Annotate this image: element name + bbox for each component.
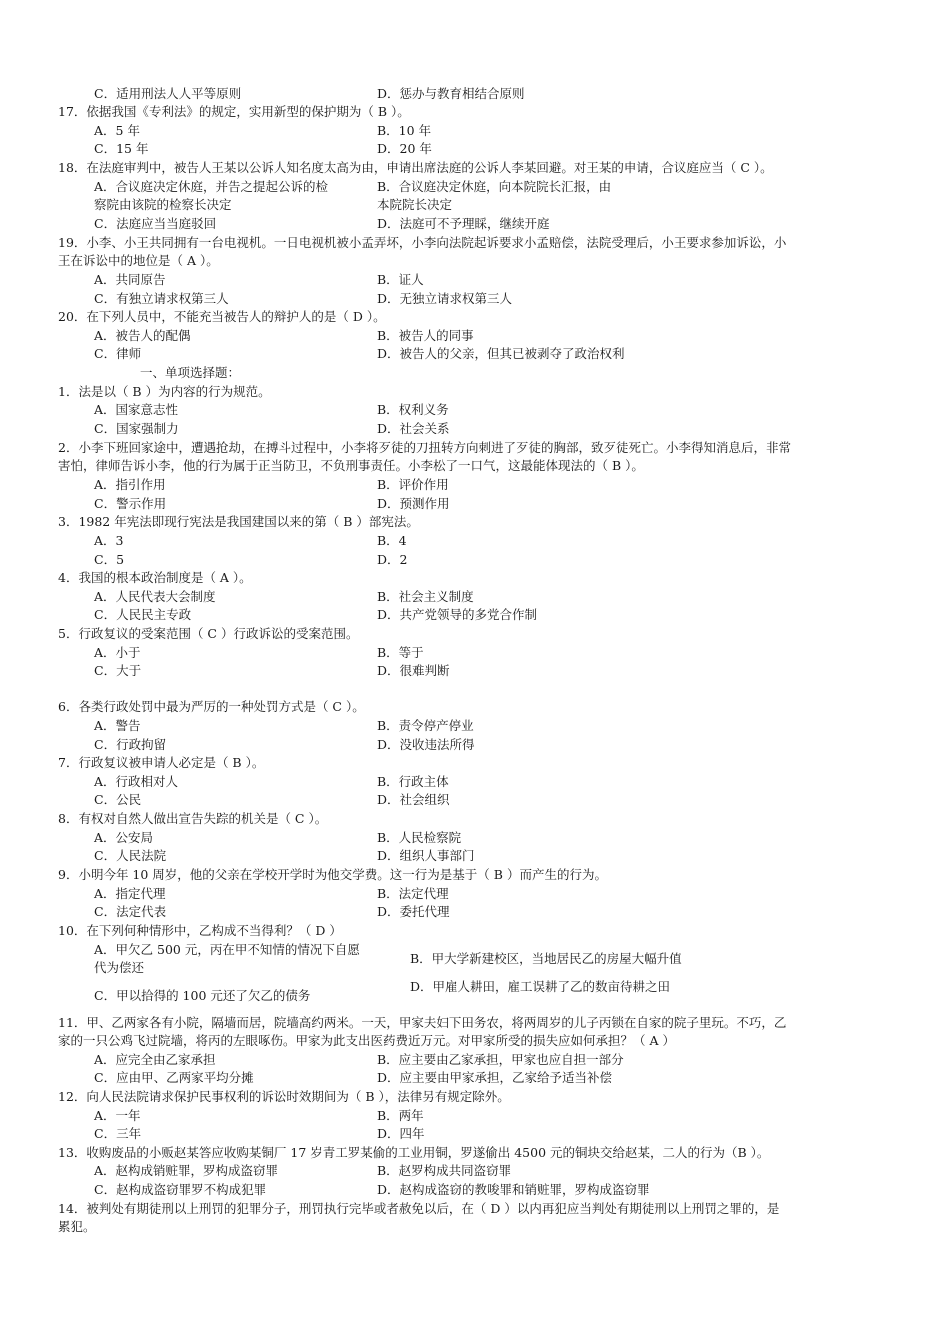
s11-stem-line1: 11．甲、乙两家各有小院，隔墙而居，院墙高约两米。一天，甲家夫妇下田务农，将两周岁的儿子丙锁在自家的院子里玩。不巧，乙 [58, 1015, 787, 1030]
s10-option-a-line1: A．甲欠乙 500 元，丙在甲不知情的情况下自愿 [94, 942, 360, 957]
q20-stem: 20．在下列人员中，不能充当被告人的辩护人的是（ D ）。 [58, 309, 386, 324]
s9-option-d: D．委托代理 [377, 904, 450, 919]
s11-option-c: C．应由甲、乙两家平均分摊 [94, 1070, 254, 1085]
q17-option-c: C．15 年 [94, 141, 149, 156]
s11-option-d: D．应主要由甲家承担，乙家给予适当补偿 [377, 1070, 613, 1085]
s9-stem: 9．小明今年 10 周岁，他的父亲在学校开学时为他交学费。这一行为是基于（ B ）而产生的行为。 [58, 867, 607, 882]
q18-option-a-line2: 察院由该院的检察长决定 [94, 197, 232, 212]
q18-option-b-line1: B．合议庭决定休庭，向本院院长汇报，由 [377, 179, 612, 194]
s12-option-d: D．四年 [377, 1126, 425, 1141]
s8-option-b: B．人民检察院 [377, 830, 462, 845]
s4-stem: 4．我国的根本政治制度是（ A ）。 [58, 570, 252, 585]
s11-stem-line2: 家的一只公鸡飞过院墙，将丙的左眼啄伤。甲家为此支出医药费近万元。对甲家所受的损失应如何承担？（ A ） [58, 1033, 675, 1048]
s8-stem: 8．有权对自然人做出宣告失踪的机关是（ C ）。 [58, 811, 328, 826]
s8-option-a: A．公安局 [94, 830, 154, 845]
s13-option-a: A．赵构成销赃罪，罗构成盗窃罪 [94, 1163, 279, 1178]
s10-option-a-line2: 代为偿还 [94, 960, 145, 975]
s10-stem: 10．在下列何种情形中，乙构成不当得利？（ D ） [58, 923, 342, 938]
s14-stem-line2: 累犯。 [58, 1219, 96, 1234]
s5-option-d: D．很难判断 [377, 663, 450, 678]
s7-stem: 7．行政复议被申请人必定是（ B ）。 [58, 755, 265, 770]
s2-option-b: B．评价作用 [377, 477, 449, 492]
s5-stem: 5．行政复议的受案范围（ C ）行政诉讼的受案范围。 [58, 626, 359, 641]
q17-option-b: B．10 年 [377, 123, 432, 138]
q19-option-a: A．共同原告 [94, 272, 166, 287]
s4-option-b: B．社会主义制度 [377, 589, 474, 604]
s12-option-c: C．三年 [94, 1126, 142, 1141]
s14-stem-line1: 14．被判处有期徒刑以上刑罚的犯罪分子，刑罚执行完毕或者赦免以后，在（ D ）以内再犯应当判处有期徒刑以上刑罚之罪的，是 [58, 1201, 780, 1216]
s2-option-d: D．预测作用 [377, 496, 450, 511]
q19-stem-line1: 19．小李、小王共同拥有一台电视机。一日电视机被小孟弄坏，小李向法院起诉要求小孟赔偿，法院受理后，小王要求参加诉讼，小 [58, 235, 787, 250]
q18-stem: 18．在法庭审判中，被告人王某以公诉人知名度太高为由，申请出席法庭的公诉人李某回避。对王某的申请，合议庭应当（ C ）。 [58, 160, 773, 175]
q20-option-a: A．被告人的配偶 [94, 328, 191, 343]
q17-option-a: A．5 年 [94, 123, 140, 138]
s5-option-a: A．小于 [94, 645, 141, 660]
s12-option-a: A．一年 [94, 1108, 141, 1123]
s6-option-a: A．警告 [94, 718, 141, 733]
s1-option-c: C．国家强制力 [94, 421, 179, 436]
s10-option-c: C．甲以拾得的 100 元还了欠乙的债务 [94, 988, 311, 1003]
s2-stem-line2: 害怕，律师告诉小李，他的行为属于正当防卫，不负刑事责任。小李松了一口气，这最能体现法的（ B ）。 [58, 458, 644, 473]
s6-option-c: C．行政拘留 [94, 737, 167, 752]
s2-stem-line1: 2．小李下班回家途中，遭遇抢劫，在搏斗过程中，小李将歹徒的刀扭转方向刺进了歹徒的胸部，致歹徒死亡。小李得知消息后，非常 [58, 440, 791, 455]
s1-option-b: B．权利义务 [377, 402, 449, 417]
s12-stem: 12．向人民法院请求保护民事权利的诉讼时效期间为（ B ），法律另有规定除外。 [58, 1089, 510, 1104]
q19-option-b: B．证人 [377, 272, 424, 287]
s5-option-c: C．大于 [94, 663, 142, 678]
q19-option-c: C．有独立请求权第三人 [94, 291, 229, 306]
s3-option-b: B．4 [377, 533, 407, 548]
q20-option-d: D．被告人的父亲，但其已被剥夺了政治权利 [377, 346, 625, 361]
s4-option-c: C．人民民主专政 [94, 607, 192, 622]
q18-option-c: C．法庭应当当庭驳回 [94, 216, 217, 231]
s10-option-d: D．甲雇人耕田，雇工误耕了乙的数亩待耕之田 [410, 979, 671, 994]
s8-option-c: C．人民法院 [94, 848, 167, 863]
q19-option-d: D．无独立请求权第三人 [377, 291, 513, 306]
s12-option-b: B．两年 [377, 1108, 424, 1123]
s1-option-d: D．社会关系 [377, 421, 450, 436]
s3-option-a: A．3 [94, 533, 124, 548]
s7-option-c: C．公民 [94, 792, 142, 807]
s11-option-b: B．应主要由乙家承担，甲家也应自担一部分 [377, 1052, 624, 1067]
q17-stem: 17．依据我国《专利法》的规定，实用新型的保护期为（ B ）。 [58, 104, 410, 119]
s13-stem: 13．收购废品的小贩赵某答应收购某铜厂 17 岁青工罗某偷的工业用铜，罗遂偷出 4500 元的铜块交给赵某，二人的行为（B ）。 [58, 1145, 770, 1160]
q19-stem-line2: 王在诉讼中的地位是（ A ）。 [58, 253, 219, 268]
q16-option-d: D．惩办与教育相结合原则 [377, 86, 525, 101]
s2-option-a: A．指引作用 [94, 477, 166, 492]
s13-option-b: B．赵罗构成共同盗窃罪 [377, 1163, 512, 1178]
s3-stem: 3．1982 年宪法即现行宪法是我国建国以来的第（ B ）部宪法。 [58, 514, 419, 529]
s3-option-d: D．2 [377, 552, 408, 567]
s9-option-b: B．法定代理 [377, 886, 449, 901]
q17-option-d: D．20 年 [377, 141, 432, 156]
s13-option-d: D．赵构成盗窃的教唆罪和销赃罪，罗构成盗窃罪 [377, 1182, 650, 1197]
s8-option-d: D．组织人事部门 [377, 848, 475, 863]
q18-option-d: D．法庭可不予理睬，继续开庭 [377, 216, 550, 231]
q16-option-c: C．适用刑法人人平等原则 [94, 86, 242, 101]
s13-option-c: C．赵构成盗窃罪罗不构成犯罪 [94, 1182, 267, 1197]
s4-option-d: D．共产党领导的多党合作制 [377, 607, 538, 622]
s1-option-a: A．国家意志性 [94, 402, 179, 417]
s6-stem: 6．各类行政处罚中最为严厉的一种处罚方式是（ C ）。 [58, 699, 365, 714]
q20-option-c: C．律师 [94, 346, 142, 361]
s11-option-a: A．应完全由乙家承担 [94, 1052, 216, 1067]
q18-option-b-line2: 本院院长决定 [377, 197, 453, 212]
s5-option-b: B．等于 [377, 645, 424, 660]
q20-option-b: B．被告人的同事 [377, 328, 474, 343]
s1-stem: 1．法是以（ B ）为内容的行为规范。 [58, 384, 271, 399]
s7-option-d: D．社会组织 [377, 792, 450, 807]
section-title: 一、单项选择题： [140, 365, 241, 380]
s2-option-c: C．警示作用 [94, 496, 167, 511]
s7-option-a: A．行政相对人 [94, 774, 179, 789]
s9-option-c: C．法定代表 [94, 904, 167, 919]
s6-option-d: D．没收违法所得 [377, 737, 475, 752]
s10-option-b: B．甲大学新建校区，当地居民乙的房屋大幅升值 [410, 951, 682, 966]
s7-option-b: B．行政主体 [377, 774, 449, 789]
q18-option-a-line1: A．合议庭决定休庭，并告之提起公诉的检 [94, 179, 329, 194]
s3-option-c: C．5 [94, 552, 125, 567]
s9-option-a: A．指定代理 [94, 886, 166, 901]
s6-option-b: B．责令停产停业 [377, 718, 474, 733]
s4-option-a: A．人民代表大会制度 [94, 589, 216, 604]
